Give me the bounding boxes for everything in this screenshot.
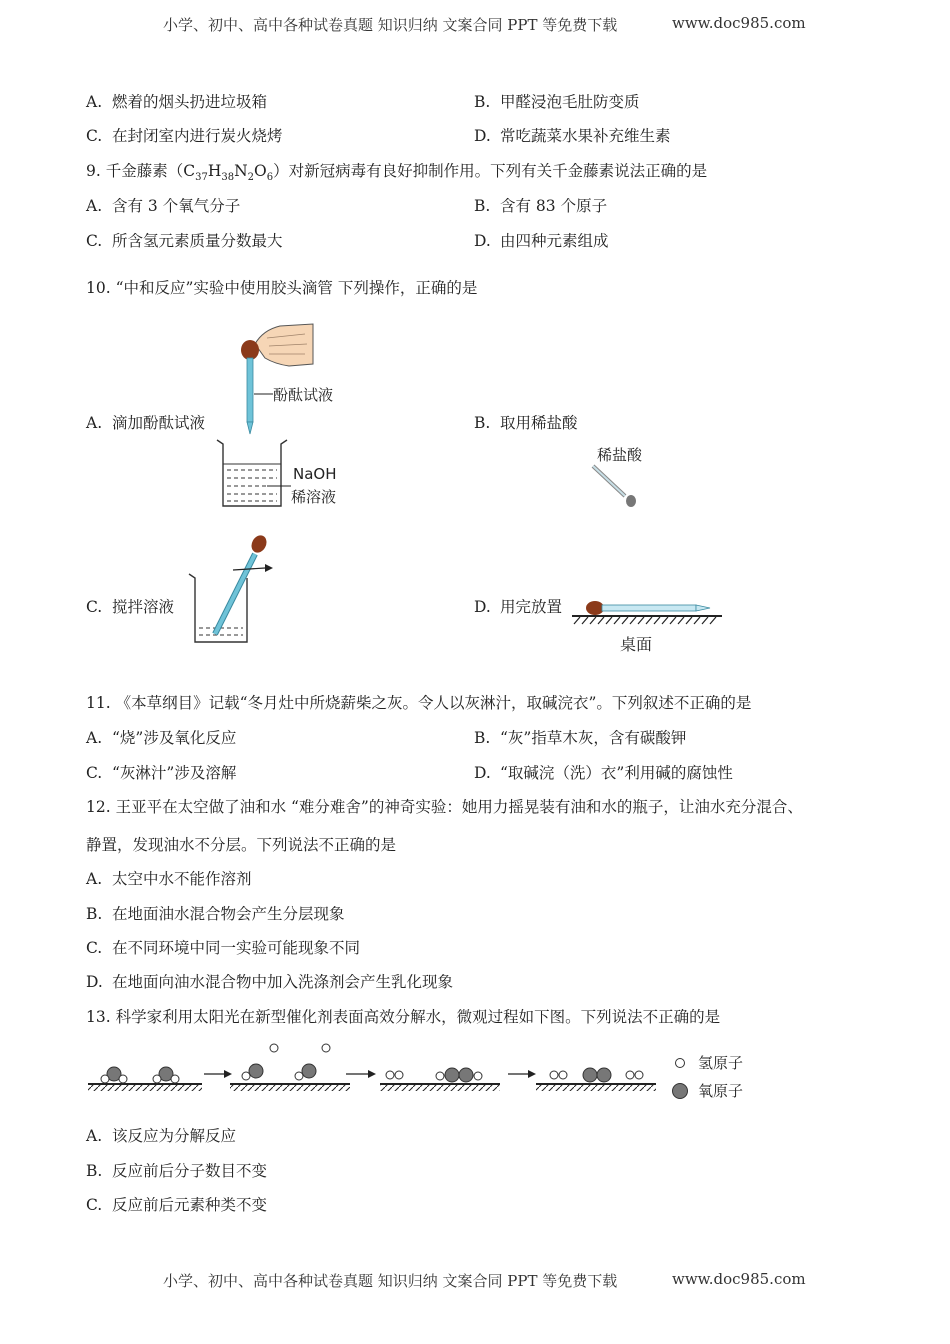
q10-option-b[interactable]: B. 取用稀盐酸 xyxy=(474,414,578,432)
label-desk: 桌面 xyxy=(620,635,653,654)
q11-option-b[interactable]: B. “灰”指草木灰，含有碳酸钾 xyxy=(474,729,687,747)
figure-dropper-hcl xyxy=(585,440,665,512)
q9-option-d[interactable]: D. 由四种元素组成 xyxy=(474,232,609,250)
label-naoh: NaOH xyxy=(293,465,337,483)
q12-option-b[interactable]: B. 在地面油水混合物会产生分层现象 xyxy=(86,905,345,923)
q8-option-d[interactable]: D. 常吃蔬菜水果补充维生素 xyxy=(474,127,671,145)
dropper-bulb xyxy=(249,533,270,555)
q11-option-a[interactable]: A. “烧”涉及氧化反应 xyxy=(86,729,237,747)
oxygen-atom-icon xyxy=(673,1084,688,1099)
q9-option-b[interactable]: B. 含有 83 个原子 xyxy=(474,197,608,215)
figure-water-decomposition xyxy=(84,1038,784,1102)
q8-option-c[interactable]: C. 在封闭室内进行炭火烧烤 xyxy=(86,127,283,145)
beaker xyxy=(217,440,287,506)
q10-option-c[interactable]: C. 搅拌溶液 xyxy=(86,598,175,616)
arrow-right-icon xyxy=(368,1070,376,1078)
q9-stem: 9. 千金藤素$(C_{37}H_{38}N_2O_6)$对新冠病毒有良好抑制作用。下列有关千金藤素说法正确的是 xyxy=(86,162,708,184)
header-text: 小学、初中、高中各种试卷真题 知识归纳 文案合同 PPT 等免费下载 xyxy=(163,16,618,34)
q12-stem-line1: 12. 王亚平在太空做了油和水 “难分难舍”的神奇实验：她用力摇晃装有油和水的瓶子，让油水充分混合、 xyxy=(86,798,803,816)
q8-option-a[interactable]: A. 燃着的烟头扔进垃圾箱 xyxy=(86,93,268,111)
q13-option-c[interactable]: C. 反应前后元素种类不变 xyxy=(86,1196,268,1214)
q12-option-d[interactable]: D. 在地面向油水混合物中加入洗涤剂会产生乳化现象 xyxy=(86,973,454,991)
q13-option-b[interactable]: B. 反应前后分子数目不变 xyxy=(86,1162,268,1180)
arrow-right-icon xyxy=(265,564,273,572)
dropper-tube xyxy=(247,358,253,422)
hydrogen-atom-icon xyxy=(676,1059,685,1068)
q9-option-a[interactable]: A. 含有 3 个氧气分子 xyxy=(86,197,241,215)
q10-option-d[interactable]: D. 用完放置 xyxy=(474,598,563,616)
dropper-bulb xyxy=(586,601,604,615)
q9-option-c[interactable]: C. 所含氢元素质量分数最大 xyxy=(86,232,283,250)
label-hcl: 稀盐酸 xyxy=(597,446,643,464)
footer-text: 小学、初中、高中各种试卷真题 知识归纳 文案合同 PPT 等免费下载 xyxy=(163,1272,618,1290)
q13-stem: 13. 科学家利用太阳光在新型催化剂表面高效分解水，微观过程如下图。下列说法不正确的是 xyxy=(86,1008,721,1026)
label-phenolphthalein: 酚酞试液 xyxy=(273,386,334,404)
label-dilute-solution: 稀溶液 xyxy=(291,488,337,506)
footer-url[interactable]: www.doc985.com xyxy=(672,1270,806,1288)
header-url[interactable]: www.doc985.com xyxy=(672,14,806,32)
dropper-bulb xyxy=(241,340,259,360)
q11-stem: 11. 《本草纲目》记载“冬月灶中所烧薪柴之灰。令人以灰淋汁，取碱浣衣”。下列叙述不正确的是 xyxy=(86,694,752,712)
figure-dropper-phenolphthalein xyxy=(205,320,355,512)
q12-option-c[interactable]: C. 在不同环境中同一实验可能现象不同 xyxy=(86,939,361,957)
q11-option-c[interactable]: C. “灰淋汁”涉及溶解 xyxy=(86,764,237,782)
dropper-tube xyxy=(602,605,696,611)
q13-option-a[interactable]: A. 该反应为分解反应 xyxy=(86,1127,237,1145)
legend-hydrogen: 氢原子 xyxy=(698,1054,744,1072)
dropper-tube xyxy=(215,554,255,634)
q10-option-a[interactable]: A. 滴加酚酞试液 xyxy=(86,414,206,432)
arrow-right-icon xyxy=(528,1070,536,1078)
dropper-bulb xyxy=(626,495,636,507)
q12-option-a[interactable]: A. 太空中水不能作溶剂 xyxy=(86,870,252,888)
legend-oxygen: 氧原子 xyxy=(698,1082,744,1100)
q12-stem-line2: 静置，发现油水不分层。下列说法不正确的是 xyxy=(86,836,397,854)
q10-stem: 10. “中和反应”实验中使用胶头滴管 下列操作，正确的是 xyxy=(86,279,478,297)
figure-stir-with-dropper xyxy=(185,530,285,646)
q8-option-b[interactable]: B. 甲醛浸泡毛肚防变质 xyxy=(474,93,640,111)
q11-option-d[interactable]: D. “取碱浣（洗）衣”利用碱的腐蚀性 xyxy=(474,764,733,782)
arrow-right-icon xyxy=(224,1070,232,1078)
figure-dropper-on-desk xyxy=(568,592,728,658)
